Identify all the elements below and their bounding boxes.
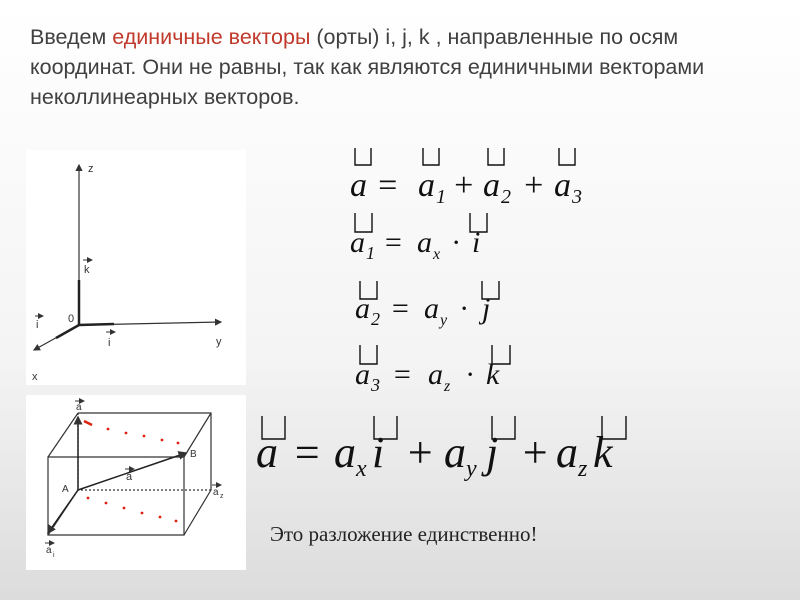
a1-label: a <box>46 545 52 556</box>
eq2-coef: a <box>417 226 432 259</box>
intro-part2: (орты) i, j, k , направленные по осям координат. Они не равны, так как являются единичными векторами неколлинеарных векторов. <box>30 25 705 109</box>
eq4-vec: k <box>486 358 500 391</box>
uniqueness-note: Это разложение единственно! <box>270 522 538 546</box>
origin-label: 0 <box>68 313 75 325</box>
z-label: z <box>88 163 94 175</box>
eq1-plus2: + <box>522 167 545 204</box>
k-label: k <box>84 264 90 276</box>
eq4-eq: = <box>392 358 413 391</box>
eq3-eq: = <box>390 292 411 325</box>
j-label: i <box>108 337 111 349</box>
eq3-lhs: a <box>355 292 370 325</box>
eq5-eq: = <box>292 428 322 477</box>
x-label: x <box>32 371 38 383</box>
eq1-a1: a <box>418 167 435 204</box>
eq4-lhs: a <box>355 358 370 391</box>
eq5-lhs: a <box>256 428 278 477</box>
eq1-eq: = <box>376 167 399 204</box>
eq2-lhs: a <box>350 226 365 259</box>
eq5-plus1: + <box>405 428 435 477</box>
eq4-dot: · <box>466 358 474 391</box>
eq1-plus1: + <box>452 167 475 204</box>
eq2-lhs-sub: 1 <box>366 243 375 263</box>
eq5-v2: j <box>486 428 499 477</box>
eq5-v1: i <box>372 428 385 477</box>
eq5-c2: a <box>444 428 466 477</box>
a2-sub: z <box>220 493 224 500</box>
eq5-c3: a <box>556 428 578 477</box>
intro-part1: Введем <box>30 25 113 49</box>
eq3-vec: j <box>482 292 491 325</box>
eq2-eq: = <box>383 226 404 259</box>
eq1-a3: a <box>554 167 571 204</box>
eq1-a2: a <box>483 167 500 204</box>
a1-sub: i <box>53 552 55 559</box>
a2-label: a <box>213 487 219 498</box>
eq4-lhs-sub: 3 <box>371 375 380 395</box>
eq5-c1: a <box>334 428 356 477</box>
eq5-v3: k <box>593 428 613 477</box>
eq1-lhs: a <box>350 167 367 204</box>
eq5-s2: y <box>466 456 477 482</box>
a3-label: a <box>76 402 82 413</box>
eq1-sub1: 1 <box>436 186 446 208</box>
eq2-dot: · <box>452 226 460 259</box>
y-label: y <box>216 336 222 348</box>
i-label: i <box>36 319 39 331</box>
eq5-s1: x <box>356 456 367 482</box>
a-label: a <box>126 471 133 483</box>
intro-highlight: единичные векторы <box>112 25 311 49</box>
eq4-coef-sub: z <box>444 378 451 395</box>
eq2-vec: i <box>472 226 481 259</box>
eq4-coef: a <box>428 358 443 391</box>
A-label: A <box>62 484 69 495</box>
eq3-lhs-sub: 2 <box>371 309 380 329</box>
eq5-plus2: + <box>520 428 550 477</box>
eq1-sub3: 3 <box>572 186 582 208</box>
eq1-sub2: 2 <box>501 186 511 208</box>
eq5-s3: z <box>578 456 588 482</box>
eq3-dot: · <box>460 292 468 325</box>
eq2-coef-sub: x <box>433 246 441 263</box>
eq3-coef-sub: y <box>440 312 448 329</box>
eq3-coef: a <box>424 292 439 325</box>
B-label: B <box>190 449 197 460</box>
